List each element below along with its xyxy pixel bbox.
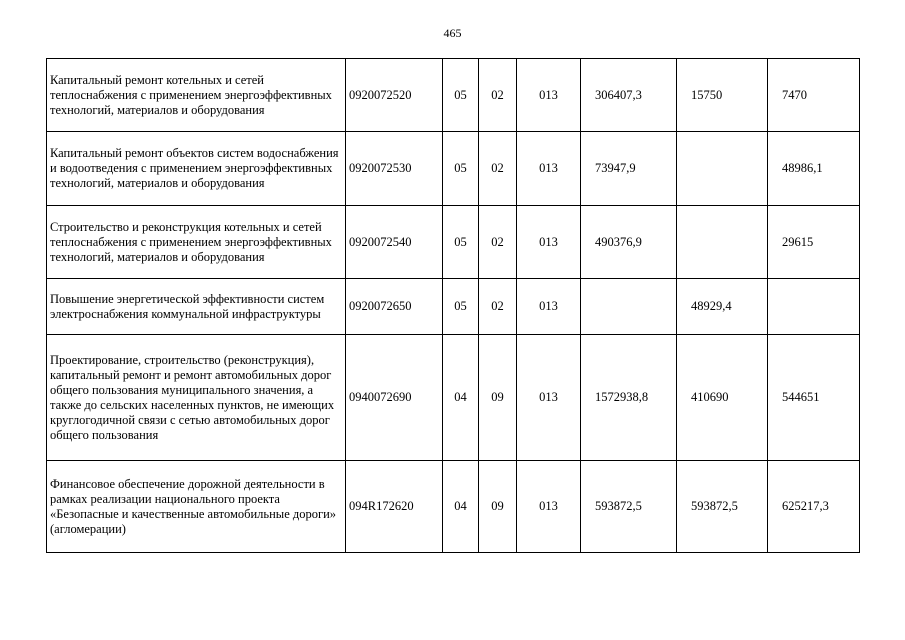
amount-cell-3: 7470	[768, 59, 860, 132]
subsection-cell: 09	[479, 461, 517, 553]
amount-cell-3: 544651	[768, 335, 860, 461]
page-number: 465	[443, 26, 462, 40]
target-code-cell: 0940072690	[346, 335, 443, 461]
section-cell: 05	[443, 279, 479, 335]
table-row	[47, 59, 860, 132]
grbs-cell: 013	[517, 206, 581, 279]
target-code-cell: 094R172620	[346, 461, 443, 553]
amount-cell-3	[768, 279, 860, 335]
amount-cell-3: 625217,3	[768, 461, 860, 553]
target-code-cell: 0920072650	[346, 279, 443, 335]
amount-cell-3: 48986,1	[768, 132, 860, 206]
amount-cell-2: 15750	[677, 59, 768, 132]
table-row	[47, 335, 860, 461]
target-code-cell: 0920072540	[346, 206, 443, 279]
row-name-cell: Проектирование, строительство (реконструкция), капитальный ремонт и ремонт автомобильных дорог общего пользования муниципального значения, а также до сельских населенных пунктов, не имеющих круглогодичной связи с сетью автомобильных дорог общего пользования	[47, 335, 346, 461]
subsection-cell: 02	[479, 206, 517, 279]
budget-table	[46, 58, 860, 553]
amount-cell-1	[581, 279, 677, 335]
subsection-cell: 02	[479, 279, 517, 335]
grbs-cell: 013	[517, 59, 581, 132]
target-code-cell: 0920072520	[346, 59, 443, 132]
table-row	[47, 206, 860, 279]
row-name-cell: Финансовое обеспечение дорожной деятельности в рамках реализации национального проекта «Безопасные и качественные автомобильные дороги» (агломерации)	[47, 461, 346, 553]
row-name-cell: Повышение энергетической эффективности систем электроснабжения коммунальной инфраструктуры	[47, 279, 346, 335]
amount-cell-3: 29615	[768, 206, 860, 279]
amount-cell-1: 1572938,8	[581, 335, 677, 461]
target-code-cell: 0920072530	[346, 132, 443, 206]
subsection-cell: 02	[479, 59, 517, 132]
subsection-cell: 09	[479, 335, 517, 461]
amount-cell-1: 593872,5	[581, 461, 677, 553]
section-cell: 05	[443, 206, 479, 279]
amount-cell-1: 306407,3	[581, 59, 677, 132]
table-row	[47, 279, 860, 335]
grbs-cell: 013	[517, 132, 581, 206]
row-name-cell: Капитальный ремонт котельных и сетей теплоснабжения с применением энергоэффективных технологий, материалов и оборудования	[47, 59, 346, 132]
section-cell: 04	[443, 461, 479, 553]
grbs-cell: 013	[517, 279, 581, 335]
amount-cell-1: 73947,9	[581, 132, 677, 206]
amount-cell-2: 593872,5	[677, 461, 768, 553]
amount-cell-1: 490376,9	[581, 206, 677, 279]
row-name-cell: Капитальный ремонт объектов систем водоснабжения и водоотведения с применением энергоэффективных технологий, материалов и оборудования	[47, 132, 346, 206]
section-cell: 05	[443, 132, 479, 206]
table-row	[47, 132, 860, 206]
grbs-cell: 013	[517, 461, 581, 553]
subsection-cell: 02	[479, 132, 517, 206]
section-cell: 05	[443, 59, 479, 132]
amount-cell-2	[677, 132, 768, 206]
amount-cell-2: 48929,4	[677, 279, 768, 335]
grbs-cell: 013	[517, 335, 581, 461]
row-name-cell: Строительство и реконструкция котельных и сетей теплоснабжения с применением энергоэффективных технологий, материалов и оборудования	[47, 206, 346, 279]
amount-cell-2	[677, 206, 768, 279]
amount-cell-2: 410690	[677, 335, 768, 461]
section-cell: 04	[443, 335, 479, 461]
table-row	[47, 461, 860, 553]
